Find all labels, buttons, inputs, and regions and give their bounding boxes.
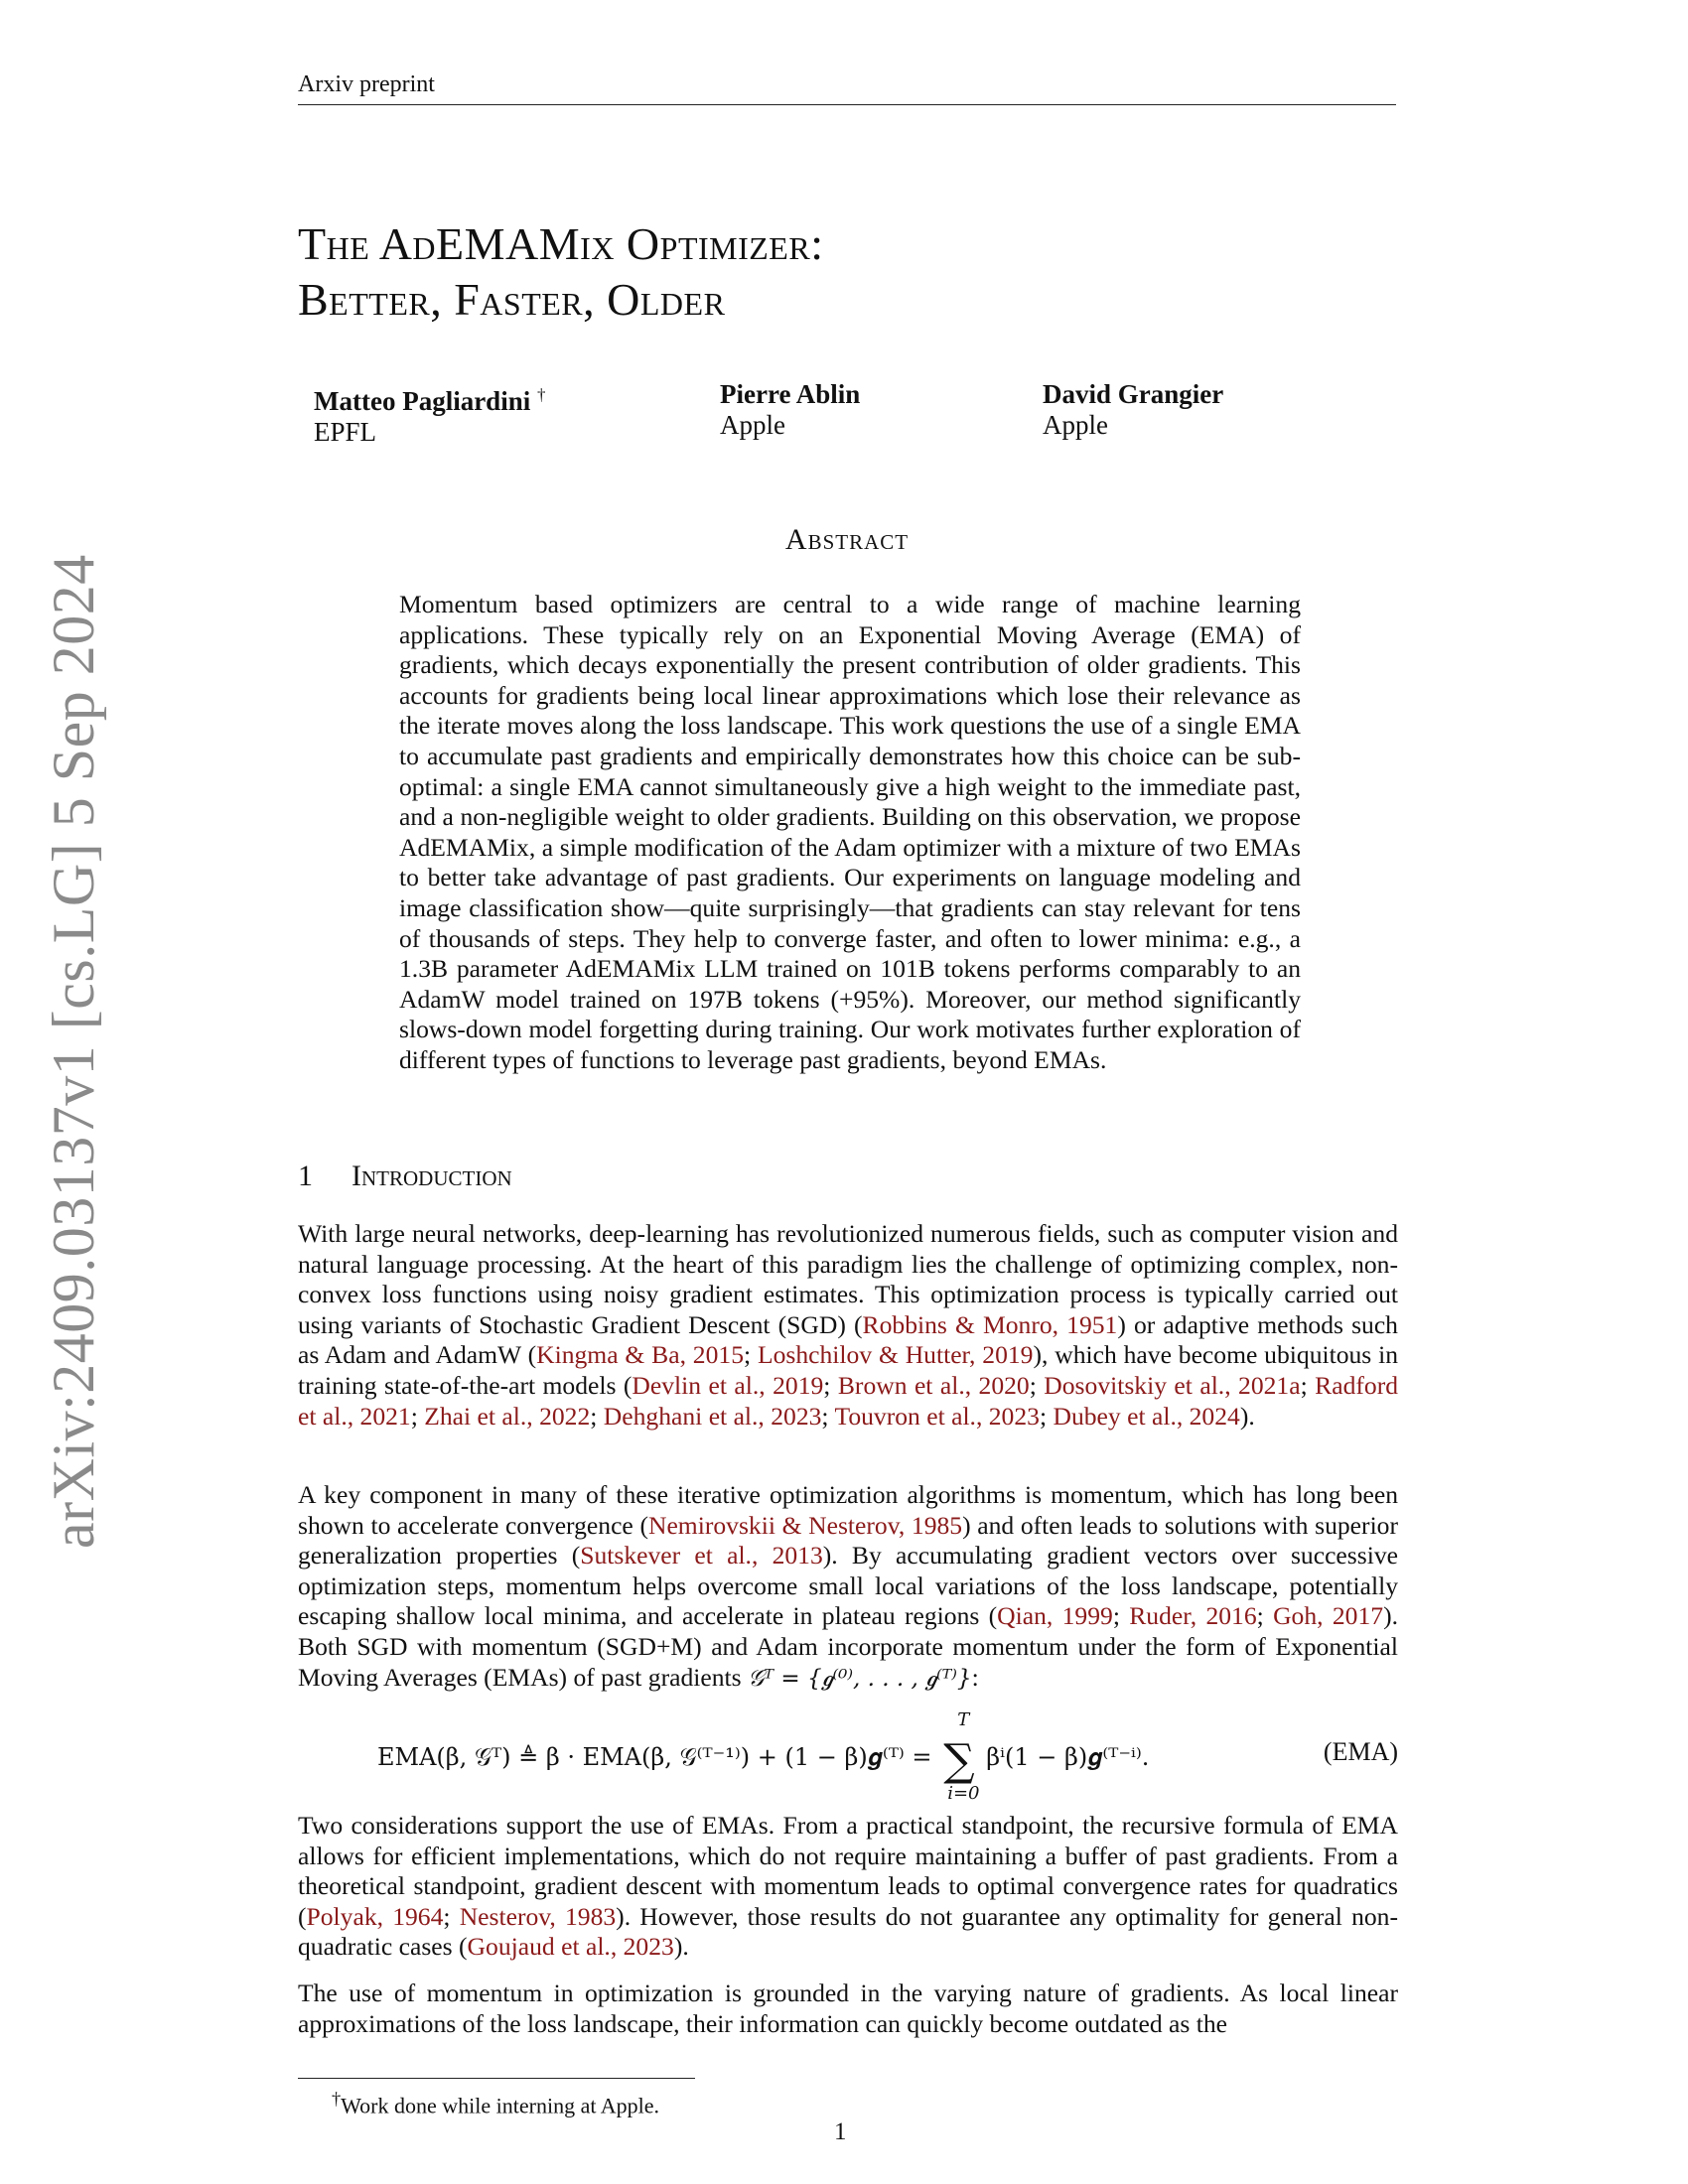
intro-paragraph-3: Two considerations support the use of EMAs. From a practical standpoint, the recursive formula of EMA allows for efficient implementations, which do not require maintaining a buffer of past gradients. From a theoretical standpoint, gradient descent with momentum leads to optimal convergence rates for quadratics (Polyak, 1964; Nesterov, 1983). However, those results do not guarantee any optimality for general non-quadratic cases (Goujaud et al., 2023). (298, 1811, 1398, 1962)
citation-link[interactable]: Polyak, 1964 (306, 1901, 444, 1931)
paper-title (298, 216, 1192, 328)
footnote-divider (298, 2078, 695, 2079)
summation-lower-limit: i=0 (947, 1783, 980, 1804)
author-block-2 (720, 379, 860, 441)
running-head: Arxiv preprint (298, 71, 1396, 105)
author-name: Matteo Pagliardini † (314, 385, 546, 416)
citation-link[interactable]: Sutskever et al., 2013 (580, 1541, 823, 1570)
author-block-3 (1043, 379, 1223, 441)
equation-rhs: βⁱ(1 − β)𝒈⁽ᵀ⁻ⁱ⁾. (986, 1743, 1150, 1771)
citation-link[interactable]: Goujaud et al., 2023 (467, 1932, 674, 1962)
section-title: Introduction (352, 1160, 512, 1192)
intro-paragraph-2: A key component in many of these iterative optimization algorithms is momentum, which has long been shown to accelerate convergence (Nemirovskii & Nesterov, 1985) and often leads to solutions with superior generalization properties (Sutskever et al., 2013). By accumulating gradient vectors over successive optimization steps, momentum helps overcome small local variations of the loss landscape, potentially escaping shallow local minima, and accelerate in plateau regions (Qian, 1999; Ruder, 2016; Goh, 2017). Both SGD with momentum (SGD+M) and Adam incorporate momentum under the form of Exponential Moving Averages (EMAs) of past gradients 𝒢ᵀ = {𝒈⁽⁰⁾, . . . , 𝒈⁽ᵀ⁾}: (298, 1480, 1398, 1692)
intro-paragraph-4: The use of momentum in optimization is grounded in the varying nature of gradients. As local linear approximations of the loss landscape, their information can quickly become outdated as the (298, 1979, 1398, 2038)
section-number: 1 (298, 1160, 313, 1192)
page-number: 1 (834, 2118, 847, 2145)
section-heading (298, 1160, 512, 1193)
equation-label: (EMA) (1323, 1737, 1398, 1766)
citation-link[interactable]: Goh, 2017 (1273, 1601, 1384, 1631)
citation-link[interactable]: Touvron et al., 2023 (834, 1401, 1040, 1431)
author-name: Pierre Ablin (720, 379, 861, 409)
footnote-text: Work done while interning at Apple. (341, 2093, 659, 2118)
citation-link[interactable]: Kingma & Ba, 2015 (536, 1340, 744, 1370)
author-affiliation: EPFL (314, 417, 377, 447)
author-block-1 (314, 379, 545, 448)
citation-link[interactable]: Brown et al., 2020 (837, 1370, 1030, 1400)
gradient-set-math: 𝒢ᵀ = {𝒈⁽⁰⁾, . . . , 𝒈⁽ᵀ⁾} (748, 1665, 972, 1692)
paper-title-line-1: The AdEMAMix Optimizer: (298, 218, 824, 269)
footnote (332, 2089, 659, 2118)
paper-title-line-2: Better, Faster, Older (298, 274, 726, 325)
intro-paragraph-1: With large neural networks, deep-learning has revolutionized numerous fields, such as computer vision and natural language processing. At the heart of this paradigm lies the challenge of optimizing complex, non-convex loss functions using noisy gradient estimates. This optimization process is typically carried out using variants of Stochastic Gradient Descent (SGD) (Robbins & Monro, 1951) or adaptive methods such as Adam and AdamW (Kingma & Ba, 2015; Loshchilov & Hutter, 2019), which have become ubiquitous in training state-of-the-art models (Devlin et al., 2019; Brown et al., 2020; Dosovitskiy et al., 2021a; Radford et al., 2021; Zhai et al., 2022; Dehghani et al., 2023; Touvron et al., 2023; Dubey et al., 2024). (298, 1219, 1399, 1431)
citation-link[interactable]: Dubey et al., 2024 (1053, 1401, 1240, 1431)
author-footnote-mark: † (536, 385, 546, 404)
abstract-heading: Abstract (784, 523, 910, 556)
citation-link[interactable]: Radford et al., 2021 (298, 1370, 1399, 1431)
citation-link[interactable]: Nesterov, 1983 (459, 1901, 617, 1931)
citation-link[interactable]: Dehghani et al., 2023 (603, 1401, 822, 1431)
citation-link[interactable]: Devlin et al., 2019 (632, 1370, 824, 1400)
citation-link[interactable]: Loshchilov & Hutter, 2019 (757, 1340, 1034, 1370)
equation-lhs: EMA(β, 𝒢ᵀ) ≜ β · EMA(β, 𝒢⁽ᵀ⁻¹⁾) + (1 − β)𝒈⁽ᵀ⁾ = (377, 1743, 932, 1771)
abstract-text: Momentum based optimizers are central to a wide range of machine learning applications. These typically rely on an Exponential Moving Average (EMA) of gradients, which decays exponentially the present contribution of older gradients. This accounts for gradients being local linear approximations which lose their relevance as the iterate moves along the loss landscape. This work questions the use of a single EMA to accumulate past gradients and empirically demonstrates how this choice can be sub-optimal: a single EMA cannot simultaneously give a high weight to the immediate past, and a non-negligible weight to older gradients. Building on this observation, we propose AdEMAMix, a simple modification of the Adam optimizer with a mixture of two EMAs to better take advantage of past gradients. Our experiments on language modeling and image classification show—quite surprisingly—that gradients can stay relevant for tens of thousands of steps. They help to converge faster, and often to lower minima: e.g., a 1.3B parameter AdEMAMix LLM trained on 101B tokens performs comparably to an AdamW model trained on 197B tokens (+95%). Moreover, our method significantly slows-down model forgetting during training. Our work motivates further exploration of different types of functions to leverage past gradients, beyond EMAs. (399, 590, 1301, 1074)
citation-link[interactable]: Robbins & Monro, 1951 (862, 1309, 1118, 1339)
citation-link[interactable]: Ruder, 2016 (1129, 1601, 1257, 1631)
citation-link[interactable]: Zhai et al., 2022 (424, 1401, 591, 1431)
author-affiliation: Apple (720, 410, 785, 440)
citation-link[interactable]: Qian, 1999 (997, 1601, 1113, 1631)
author-affiliation: Apple (1043, 410, 1108, 440)
citation-link[interactable]: Dosovitskiy et al., 2021a (1044, 1370, 1301, 1400)
summation-upper-limit: T (957, 1709, 970, 1730)
author-name: David Grangier (1043, 379, 1224, 409)
footnote-mark: † (332, 2089, 342, 2109)
citation-link[interactable]: Nemirovskii & Nesterov, 1985 (647, 1510, 963, 1540)
summation-symbol: ∑ T i=0 (943, 1709, 980, 1804)
ema-equation (298, 1706, 1398, 1804)
arxiv-identifier: arXiv:2409.03137v1 [cs.LG] 5 Sep 2024 (41, 554, 106, 1549)
equation-body (377, 1709, 1150, 1804)
